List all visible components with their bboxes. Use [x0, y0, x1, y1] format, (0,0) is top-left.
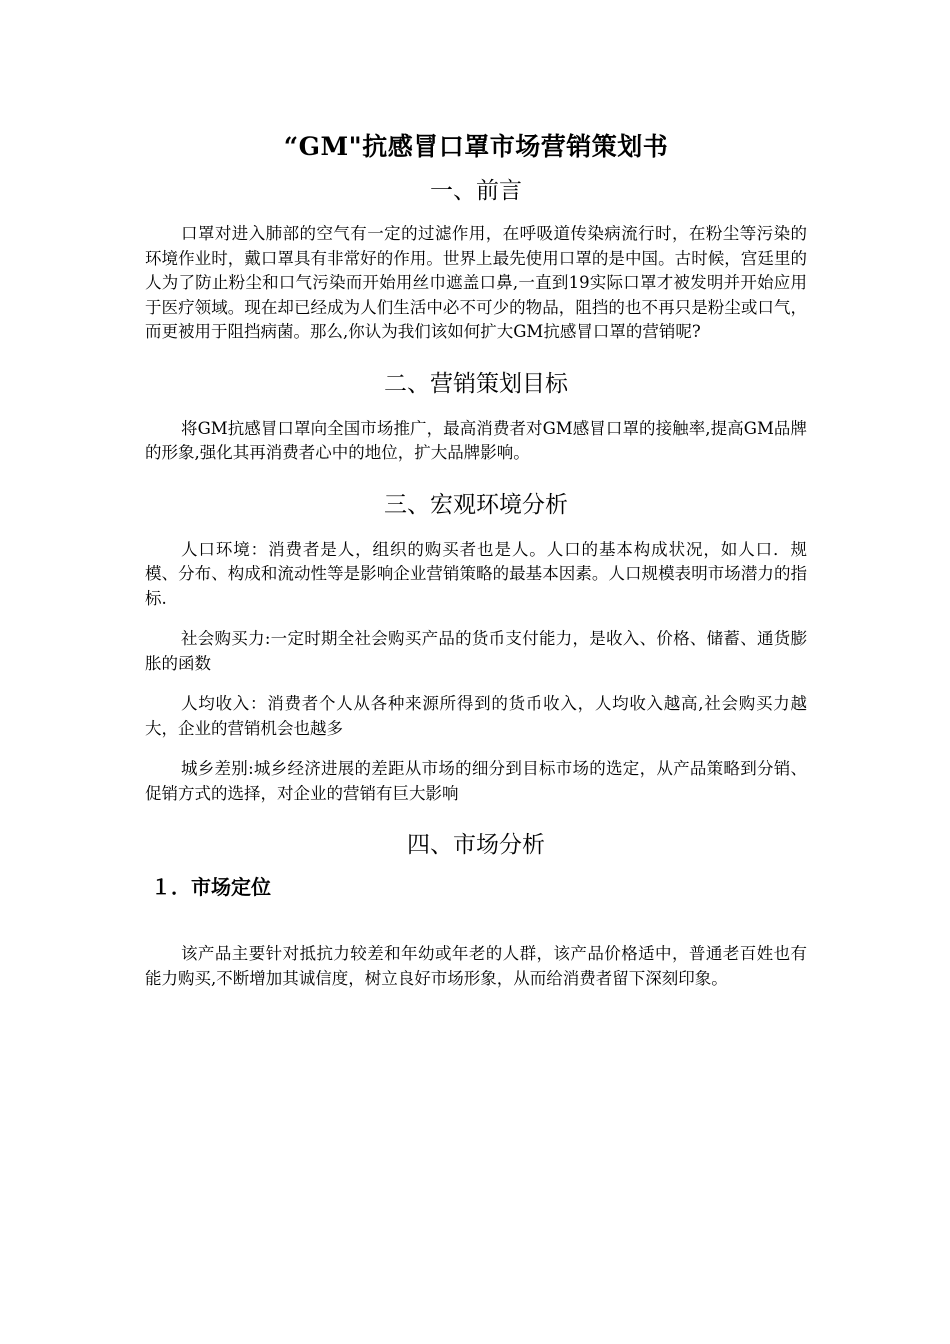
population-paragraph: 人口环境：消费者是人，组织的购买者也是人。人口的基本构成状况，如人口．规模、分布、构成和流动性等是影响企业营销策略的最基本因素。人口规模表明市场潜力的指标.	[145, 539, 807, 608]
per-capita-income-paragraph: 人均收入：消费者个人从各种来源所得到的货币收入，人均收入越高,社会购买力越大，企业的营销机会也越多	[145, 694, 807, 738]
document-page	[145, 128, 807, 991]
document-title: “GM"抗感冒口罩市场营销策划书	[283, 132, 669, 161]
urban-rural-paragraph: 城乡差别:城乡经济进展的差距从市场的细分到目标市场的选定，从产品策略到分销、促销方式的选择，对企业的营销有巨大影响	[145, 759, 807, 803]
purchasing-power-paragraph: 社会购买力:一定时期全社会购买产品的货币支付能力，是收入、价格、储蓄、通货膨胀的函数	[145, 629, 807, 673]
preface-paragraph: 口罩对进入肺部的空气有一定的过滤作用，在呼吸道传染病流行时，在粉尘等污染的环境作业时，戴口罩具有非常好的作用。世界上最先使用口罩的是中国。古时候，宫廷里的人为了防止粉尘和口气污染而开始用丝巾遮盖口鼻,一直到19实际口罩才被发明并开始应用于医疗领域。现在却已经成为人们生活中必不可少的物品，阻挡的也不再只是粉尘或口气，而更被用于阻挡病菌。那么,你认为我们该如何扩大GM抗感冒口罩的营销呢?	[145, 224, 807, 341]
section-heading-preface: 一、前言	[430, 178, 522, 204]
section-heading-goals: 二、营销策划目标	[384, 370, 568, 397]
section-heading-macro-environment: 三、宏观环境分析	[384, 491, 568, 518]
goals-paragraph: 将GM抗感冒口罩向全国市场推广，最高消费者对GM感冒口罩的接触率,提高GM品牌的形象,强化其再消费者心中的地位，扩大品牌影响。	[145, 418, 807, 462]
market-positioning-paragraph: 该产品主要针对抵抗力较差和年幼或年老的人群，该产品价格适中，普通老百姓也有能力购买,不断增加其诚信度，树立良好市场形象，从而给消费者留下深刻印象。	[145, 944, 807, 988]
subheading-market-positioning: １．市场定位	[151, 875, 271, 899]
section-heading-market-analysis: 四、市场分析	[407, 832, 545, 858]
